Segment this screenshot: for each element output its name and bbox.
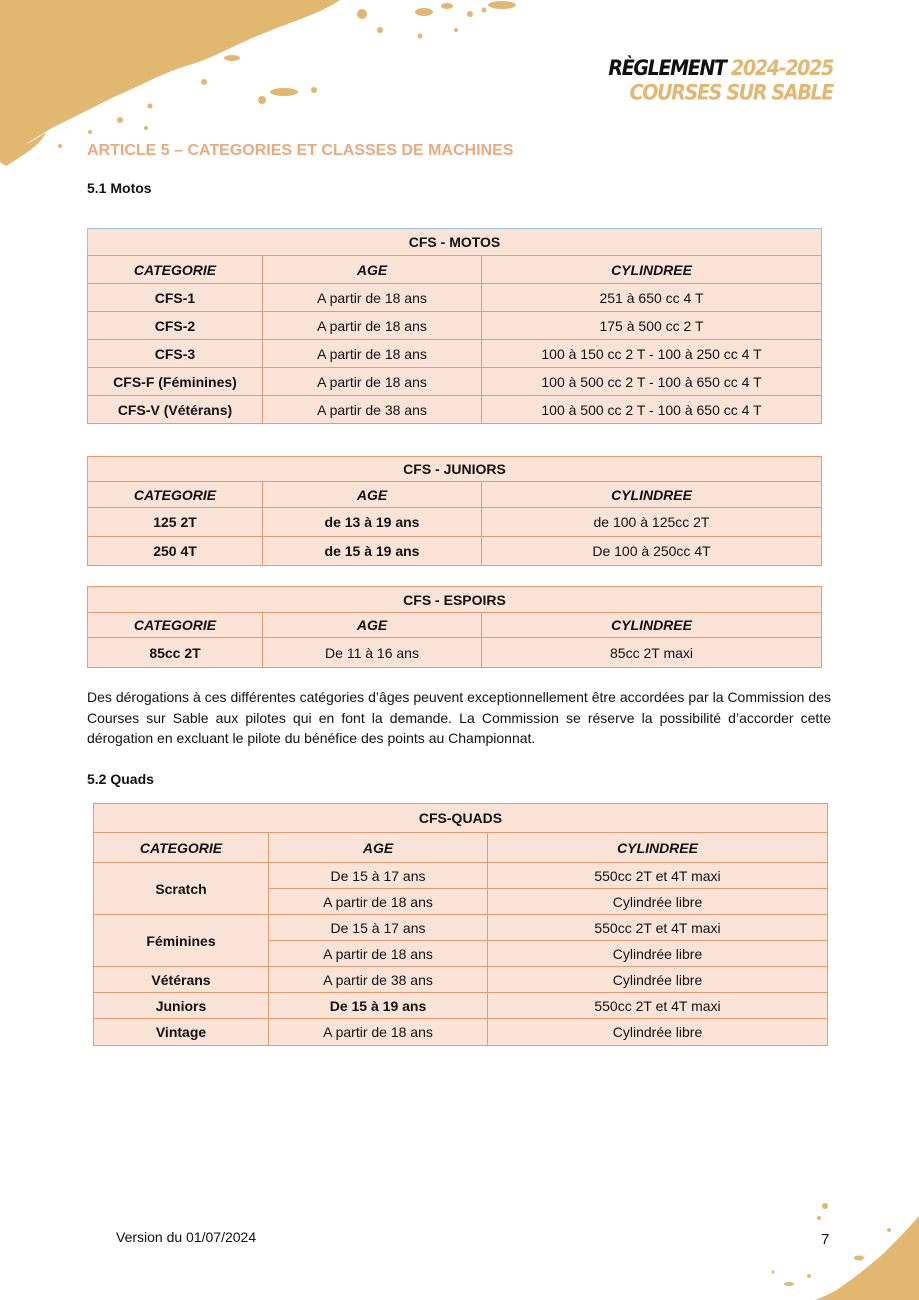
table-row — [88, 396, 822, 424]
column-header-cylindree: CYLINDREE — [488, 833, 828, 863]
cell-age: De 11 à 16 ans — [263, 638, 482, 668]
cell-categorie: CFS-2 — [88, 312, 263, 340]
brand-line-1 — [608, 56, 833, 81]
cell-cylindree: Cylindrée libre — [488, 1019, 828, 1046]
cell-categorie: CFS-F (Féminines) — [88, 368, 263, 396]
cell-age: A partir de 18 ans — [269, 941, 488, 967]
cell-categorie: CFS-1 — [88, 284, 263, 312]
column-header-categorie: CATEGORIE — [88, 482, 263, 508]
table-row — [88, 340, 822, 368]
cell-categorie: CFS-V (Vétérans) — [88, 396, 263, 424]
table-title: CFS - MOTOS — [88, 229, 822, 256]
table-title: CFS-QUADS — [94, 804, 828, 833]
cell-age: A partir de 18 ans — [269, 1019, 488, 1046]
cell-cylindree: 100 à 500 cc 2 T - 100 à 650 cc 4 T — [482, 368, 822, 396]
column-header-age: AGE — [263, 256, 482, 284]
brand-line-2: COURSES SUR SABLE — [629, 80, 833, 106]
table-row — [88, 537, 822, 566]
table-espoirs — [87, 586, 822, 668]
cell-age: A partir de 18 ans — [263, 312, 482, 340]
cell-cylindree: 100 à 150 cc 2 T - 100 à 250 cc 4 T — [482, 340, 822, 368]
column-header-categorie: CATEGORIE — [94, 833, 269, 863]
column-header-cylindree: CYLINDREE — [482, 482, 822, 508]
cell-age: de 13 à 19 ans — [263, 508, 482, 537]
cell-cylindree: Cylindrée libre — [488, 967, 828, 993]
table-title: CFS - ESPOIRS — [88, 587, 822, 613]
cell-age: A partir de 18 ans — [269, 889, 488, 915]
footer-version: Version du 01/07/2024 — [116, 1229, 257, 1245]
column-header-age: AGE — [263, 613, 482, 638]
cell-cylindree: 251 à 650 cc 4 T — [482, 284, 822, 312]
cell-categorie: 85cc 2T — [88, 638, 263, 668]
cell-cylindree: 100 à 500 cc 2 T - 100 à 650 cc 4 T — [482, 396, 822, 424]
column-header-cylindree: CYLINDREE — [482, 613, 822, 638]
cell-cylindree: Cylindrée libre — [488, 941, 828, 967]
cell-categorie: 125 2T — [88, 508, 263, 537]
table-quads — [93, 803, 828, 1046]
cell-categorie: CFS-3 — [88, 340, 263, 368]
table-row — [88, 312, 822, 340]
table-row — [94, 915, 828, 941]
cell-age: de 15 à 19 ans — [263, 537, 482, 566]
column-header-age: AGE — [263, 482, 482, 508]
column-header-categorie: CATEGORIE — [88, 256, 263, 284]
cell-cylindree: 175 à 500 cc 2 T — [482, 312, 822, 340]
page-number: 7 — [821, 1231, 830, 1248]
table-row — [94, 993, 828, 1019]
cell-age: A partir de 38 ans — [263, 396, 482, 424]
brand-logo — [608, 56, 833, 105]
cell-age: A partir de 18 ans — [263, 368, 482, 396]
section-title-motos: 5.1 Motos — [87, 180, 152, 196]
table-row — [94, 1019, 828, 1046]
cell-cylindree: de 100 à 125cc 2T — [482, 508, 822, 537]
brand-reglement: RÈGLEMENT — [608, 56, 726, 81]
column-header-categorie: CATEGORIE — [88, 613, 263, 638]
table-title: CFS - JUNIORS — [88, 457, 822, 482]
cell-age: De 15 à 17 ans — [269, 863, 488, 889]
derogation-paragraph: Des dérogations à ces différentes catégories d’âges peuvent exceptionnellement être accordées par la Commission des Courses sur Sable aux pilotes qui en font la demande. La Commission se réserve la possibilité d’accorder cette dérogation en excluant le pilote du bénéfice des points au Championnat. — [87, 689, 831, 746]
table-juniors — [87, 456, 822, 566]
table-row — [88, 368, 822, 396]
table-row — [88, 284, 822, 312]
cell-cylindree: 550cc 2T et 4T maxi — [488, 915, 828, 941]
cell-cylindree: Cylindrée libre — [488, 889, 828, 915]
brand-season: 2024-2025 — [731, 56, 833, 81]
cell-age: De 15 à 17 ans — [269, 915, 488, 941]
cell-categorie: Vintage — [94, 1019, 269, 1046]
cell-age: A partir de 18 ans — [263, 284, 482, 312]
cell-categorie: Juniors — [94, 993, 269, 1019]
cell-cylindree: De 100 à 250cc 4T — [482, 537, 822, 566]
cell-cylindree: 85cc 2T maxi — [482, 638, 822, 668]
table-row — [94, 967, 828, 993]
table-row — [88, 508, 822, 537]
cell-age: A partir de 18 ans — [263, 340, 482, 368]
cell-categorie: 250 4T — [88, 537, 263, 566]
cell-categorie: Scratch — [94, 863, 269, 915]
table-row — [94, 863, 828, 889]
cell-cylindree: 550cc 2T et 4T maxi — [488, 993, 828, 1019]
cell-age: De 15 à 19 ans — [269, 993, 488, 1019]
cell-cylindree: 550cc 2T et 4T maxi — [488, 863, 828, 889]
cell-categorie: Féminines — [94, 915, 269, 967]
column-header-cylindree: CYLINDREE — [482, 256, 822, 284]
sand-splash-decoration-bottom — [749, 1200, 919, 1300]
table-motos — [87, 228, 822, 424]
column-header-age: AGE — [269, 833, 488, 863]
section-title-quads: 5.2 Quads — [87, 771, 154, 787]
article-title: ARTICLE 5 – CATEGORIES ET CLASSES DE MACHINES — [87, 142, 514, 159]
table-row — [88, 638, 822, 668]
cell-categorie: Vétérans — [94, 967, 269, 993]
cell-age: A partir de 38 ans — [269, 967, 488, 993]
